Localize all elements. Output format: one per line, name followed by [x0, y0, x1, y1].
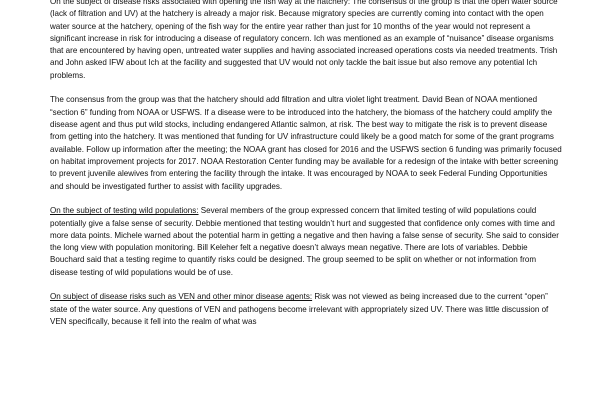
paragraph-filtration-consensus — [50, 94, 562, 192]
paragraph-body: On the subject of disease risks associated with opening the fish way at the hatchery: The consensus of the group is that the open water source (lack of filtration and UV) at the hatchery is already a major risk. Because migratory species are currently coming into contact with the open water source at the hatchery, opening of the fish way for the entire year rather than just for 10 months of the year would not represent a significant increase in risk for introducing a disease of regulatory concern. Ich was mentioned as an example of “nuisance” disease organisms that are encountered by having open, untreated water supplies and having associated increased operations costs via needed treatments. Trish and John asked IFW about Ich at the facility and suggested that UV would not only tackle the bait issue but also remove any potential Ich problems. — [50, 0, 558, 80]
paragraph-body: Several members of the group expressed concern that limited testing of wild populations could potentially give a false sense of security. Debbie mentioned that testing wouldn’t hurt and suggested that confidence only comes with time and more data points. Michele warned about the potential harm in getting a negative and then having a false sense of security. She said to consider the long view with population monitoring. Bill Keleher felt a negative doesn’t always mean negative. There are lots of variables. Debbie Bouchard said that a testing regime to quantify risks could be designed. The group seemed to be split on whether or not information from disease testing of wild populations would be of use. — [50, 206, 559, 277]
paragraph-body: Risk was not viewed as being increased due to the current “open” state of the water source. Any questions of VEN and pathogens become irrelevant with appropriately sized UV. There was little discussion of VEN specifically, because it fell into the realm of what was — [50, 292, 549, 326]
paragraph-lead: On subject of disease risks such as VEN and other minor disease agents: — [50, 292, 313, 302]
paragraph-body: The consensus from the group was that the hatchery should add filtration and ultra violet light treatment. David Bean of NOAA mentioned “section 6” funding from NOAA or USFWS. If a disease were to be introduced into the hatchery, the biomass of the hatchery could amplify the disease agent and thus put wild stocks, including endangered Atlantic salmon, at risk. The best way to mitigate the risk is to prevent disease from getting into the hatchery. It was mentioned that funding for UV infrastructure could likely be a good match for some of the grant programs available. Follow up information after the meeting; the NOAA grant has closed for 2016 and the USFWS section 6 funding was primarily focused on habitat improvement projects for 2017. NOAA Restoration Center funding may be available for a redesign of the intake with better screening to prevent juvenile alewives from entering the facility through the intake. It was encouraged by NOAA to seek Federal Funding Opportunities and should be investigated further to assist with facility upgrades. — [50, 95, 562, 191]
paragraph-lead: On the subject of testing wild populations: — [50, 206, 199, 216]
paragraph-ven-risks — [50, 291, 562, 328]
paragraph-hatchery-risk — [50, 0, 562, 82]
document-page — [50, 0, 562, 341]
paragraph-wild-testing — [50, 205, 562, 279]
